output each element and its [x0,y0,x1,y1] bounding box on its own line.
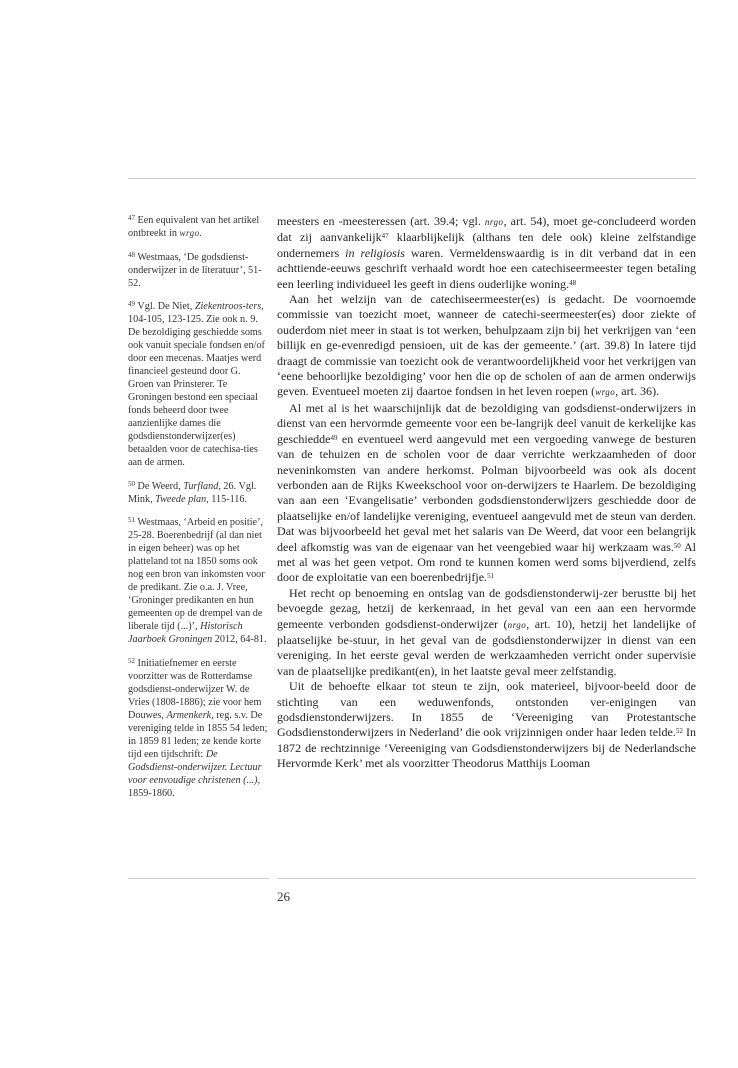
text-run: , art. 36). [615,384,660,399]
footnote-title: Armenkerk [166,709,212,721]
footnote-number: 48 [128,250,135,259]
footnote-50 [128,480,268,506]
footnote-number: 49 [128,300,135,308]
abbr: wrgo [595,387,616,398]
footnote-ref: 50 [673,541,681,550]
text-run: waren. Vermeldenswaardig is in dit verband dat in een achttiende-eeuws geschrift verhaald wordt hoe een catechiseermeester tegen betaling een leerling individueel les geeft in diens ouderlijke woning. [277,245,697,291]
footnote-51 [128,516,268,646]
footnote-number: 47 [128,214,135,222]
footnote-text: , 1859-1860. [128,774,261,799]
footnote-title: De Godsdienst-onderwijzer. Lectuur voor eenvoudige christenen (...) [128,748,262,786]
paragraph-2 [277,292,696,401]
text-run: Het recht op benoeming en ontslag van de godsdienstonderwij-zer berustte bij het bevoegde gezag, hetzij de kerkenraad, in het geval van een aan een hervormde gemeente verbonden godsdienst-onderwijzer ( [277,585,696,631]
footnote-text: Initiatiefnemer en eerste voorzitter was de Rotterdamse godsdienst-onderwijzer W. de Vries (1808-1886); zie voor hem Douwes, [128,657,262,721]
footnote-52 [128,657,268,800]
paragraph-5 [277,679,696,771]
main-bottom-rule [277,878,696,879]
footnote-ref: 47 [381,232,389,241]
footnote-number: 51 [128,516,135,524]
main-text-column [277,214,696,772]
text-run: Aan het welzijn van de catechiseermeester(es) is gedacht. De voornoemde commissie van toezicht moet, wanneer de catechi-seermeester(es) door ziekte of ouderdom niet meer in staat is tot werken, behulpzaam zijn bij het verkrijgen van ‘een billijk en ge-evenredigd pensioen, uit de kas der gemeente.’ (art. 39.8) In latere tijd draagt de commissie van toezicht ook de verantwoordelijkheid voor het verkrijgen van ‘eene behoorlijke bezoldiging’ voor hen die op de scholen of aan de armen onderwijs geven. Eventueel moeten zij daartoe fondsen in het leven roepen ( [277,292,696,399]
footnote-ref: 48 [569,278,577,287]
footnotes-column [128,214,268,810]
footnote-title: Turfland [183,480,219,492]
text-run: Uit de behoefte elkaar tot steun te zijn, ook materieel, bijvoor-beeld door de stichting van een weduwenfonds, ontstonden ver-enigingen van godsdienstonderwijzers. In 1855 de ‘Vereeniging van Protestantsche Godsdienstonderwijzers in Nederland’ die ook vrijzinnigen onder haar leden telde. [277,679,696,740]
footnote-number: 50 [128,479,135,488]
footnote-text: , reg. s.v. De vereniging telde in 1855 54 leden; in 1859 81 leden; ze kende korte tijd een tijdschrift: [128,709,268,760]
footnote-text: Westmaas, ‘Arbeid en positie’, 25-28. Boerenbedrijf (al dan niet in eigen beheer) was op het platteland tot na 1850 soms ook nog een bron van inkomsten voor de predikant. Zie o.a. J. Vree, ‘Groninger predikanten en hun gemeenten op de drempel van de liberale tijd (...)’, [128,517,265,632]
abbr: nrgo [507,619,527,630]
text-run: , art. 54), moet ge-concludeerd worden dat zij aanvankelijk [277,214,697,245]
text-run: Al met al was het geen vetpot. Om rond te kunnen komen werd soms bijverdiend, zelfs door de exploitatie van een boerenbedrijfje. [277,539,696,585]
footnote-text: De Weerd, [137,480,181,492]
paragraph-3 [277,401,696,586]
footnote-47 [128,214,268,240]
text-run: Al met al is het waarschijnlijk dat de bezoldiging van godsdienst-onderwijzers in dienst van een hervormde gemeente voor een be-langrijk deel vanuit de kerkelijke kas geschiedde [277,400,696,446]
footnote-48 [128,251,268,290]
footnote-ref: 51 [487,572,495,581]
abbr: nrgo [484,217,504,227]
footnote-text: Vgl. De Niet, [137,301,193,312]
footnote-title: Tweede plan [155,493,207,505]
footnote-text: , 26. Vgl. Mink, [128,480,257,505]
footnote-49 [128,300,268,469]
paragraph-4 [277,586,696,679]
footnote-title: Ziekentroos-ters [194,301,262,312]
text-run: en eventueel werd aangevuld met een vergoeding vanwege de besturen van de tehuizen en de scholen voor de daar verrichte werkzaamheden of door neveninkomsten van andere herkomst. Polman bijvoorbeeld was ook als docent verbonden aan de Rijks Kweekschool voor on-derwijzers te Haarlem. De bezoldiging van aan een ‘Evangelisatie’ verbonden godsdienstonderwijzers geschiedde door de plaatselijke en/of landelijke vereniging, eventueel aangevuld met de steun van derden. Dat was bijvoorbeeld het geval met het salaris van De Weerd, dat voor een belangrijk deel afkomstig was van de eigenaar van het veengebied waar hij werkzaam was. [277,431,696,554]
footnote-text: , 115-116. [206,493,248,505]
emphasis: in religiosis [345,245,405,260]
text-run: , art. 10), hetzij het landelijke of plaatselijke be-stuur, in het geval van de godsdienstonderwijzer in dienst van een vereniging. In het eerste geval werden de werkzaamheden verricht onder supervisie van de plaatselijke predikant(en), in het laatste geval meer zelfstandig. [277,616,696,678]
footnote-ref: 49 [330,433,338,442]
footnote-number: 52 [128,656,135,665]
footnote-text: Een equivalent van het artikel ontbreekt in [128,215,260,239]
text-run: klaarblijkelijk (althans ten dele ook) kleine zelfstandige ondernemers [277,230,697,260]
footnote-ref: 52 [675,727,683,736]
footnote-text: , 104-105, 123-125. Zie ook n. 9. De bezoldiging geschiedde soms ook vanuit speciale fondsen en/of door een mecenas. Maatjes werd financieel gesteund door G. Groen van Prinsterer. Te Groningen bestond een speciaal fonds beheerd door twee aanzienlijke dames die godsdienstonderwijzer(es) betaalden voor de catechisa-ties aan de armen. [128,301,265,468]
text-run: In 1872 de rechtzinnige ‘Vereeniging van Godsdienstonderwijzers bij de Nederlandsche Hervormde Kerk’ met als voorzitter Theodorus Matthijs Looman [277,725,696,771]
text-run: meesters en -meesteressen (art. 39.4; vgl. [277,214,481,228]
footnote-text: 2012, 64-81. [214,634,267,645]
footnotes-bottom-rule [128,878,269,879]
footnote-abbr: wrgo. [179,228,203,238]
paragraph-1 [277,214,696,292]
footnote-title: Historisch Jaarboek Groningen [128,621,243,645]
top-rule [128,178,696,179]
footnote-text: Westmaas, ‘De godsdienst-onderwijzer in de literatuur’, 51-52. [128,251,262,289]
page-number: 26 [277,889,290,904]
